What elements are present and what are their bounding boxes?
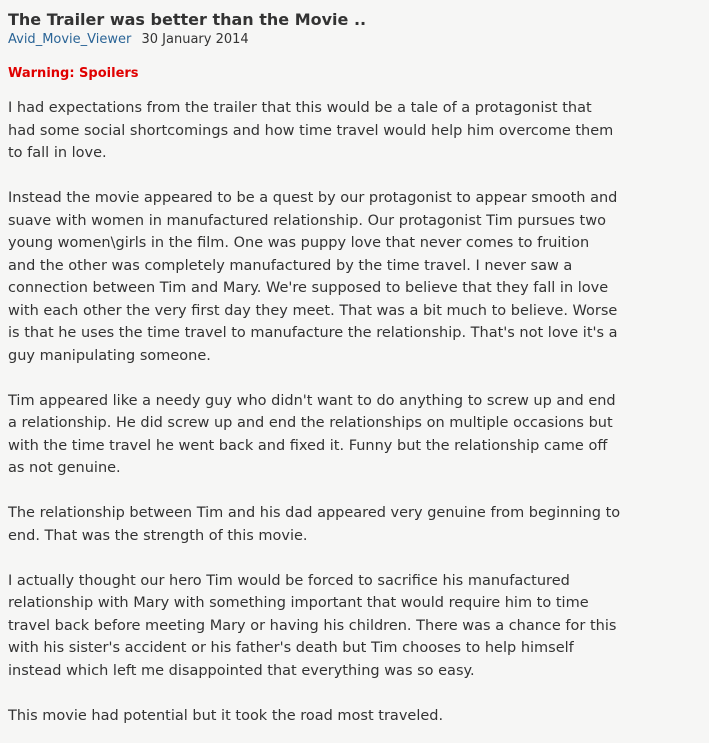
review-paragraph: I actually thought our hero Tim would be forced to sacrifice his manufactured relationship with Mary with something important that would require him to time travel back before meeting Mary or having his children. There was a chance for this with his sister's accident or his father's death but Tim chooses to help himself instead which left me disappointed that everything was so easy. bbox=[8, 572, 617, 679]
spoiler-warning: Warning: Spoilers bbox=[8, 66, 139, 81]
review-title: The Trailer was better than the Movie .. bbox=[8, 10, 367, 29]
review-paragraph: This movie had potential but it took the road most traveled. bbox=[8, 707, 444, 724]
review-paragraph: Tim appeared like a needy guy who didn't want to do anything to screw up and end a relationship. He did screw up and end the relationships on multiple occasions but with the time travel he went back and fixed it. Funny but the relationship came off as not genuine. bbox=[8, 392, 616, 476]
review-date: 30 January 2014 bbox=[141, 32, 249, 47]
review-paragraph: The relationship between Tim and his dad appeared very genuine from beginning to end. That was the strength of this movie. bbox=[8, 505, 621, 544]
review-body bbox=[8, 97, 700, 727]
review-paragraph: Instead the movie appeared to be a quest by our protagonist to appear smooth and suave with women in manufactured relationship. Our protagonist Tim pursues two young women\girls in the film. One was puppy love that never comes to fruition and the other was completely manufactured by the time travel. I never saw a connection between Tim and Mary. We're supposed to believe that they fall in love with each other the very first day they meet. That was a bit much to believe. Worse is that he uses the time travel to manufacture the relationship. That's not love it's a guy manipulating someone. bbox=[8, 190, 618, 364]
review-paragraph: I had expectations from the trailer that this would be a tale of a protagonist that had some social shortcomings and how time travel would help him overcome them to fall in love. bbox=[8, 100, 614, 161]
author-link[interactable]: Avid_Movie_Viewer bbox=[8, 32, 132, 47]
review-meta bbox=[8, 31, 700, 49]
